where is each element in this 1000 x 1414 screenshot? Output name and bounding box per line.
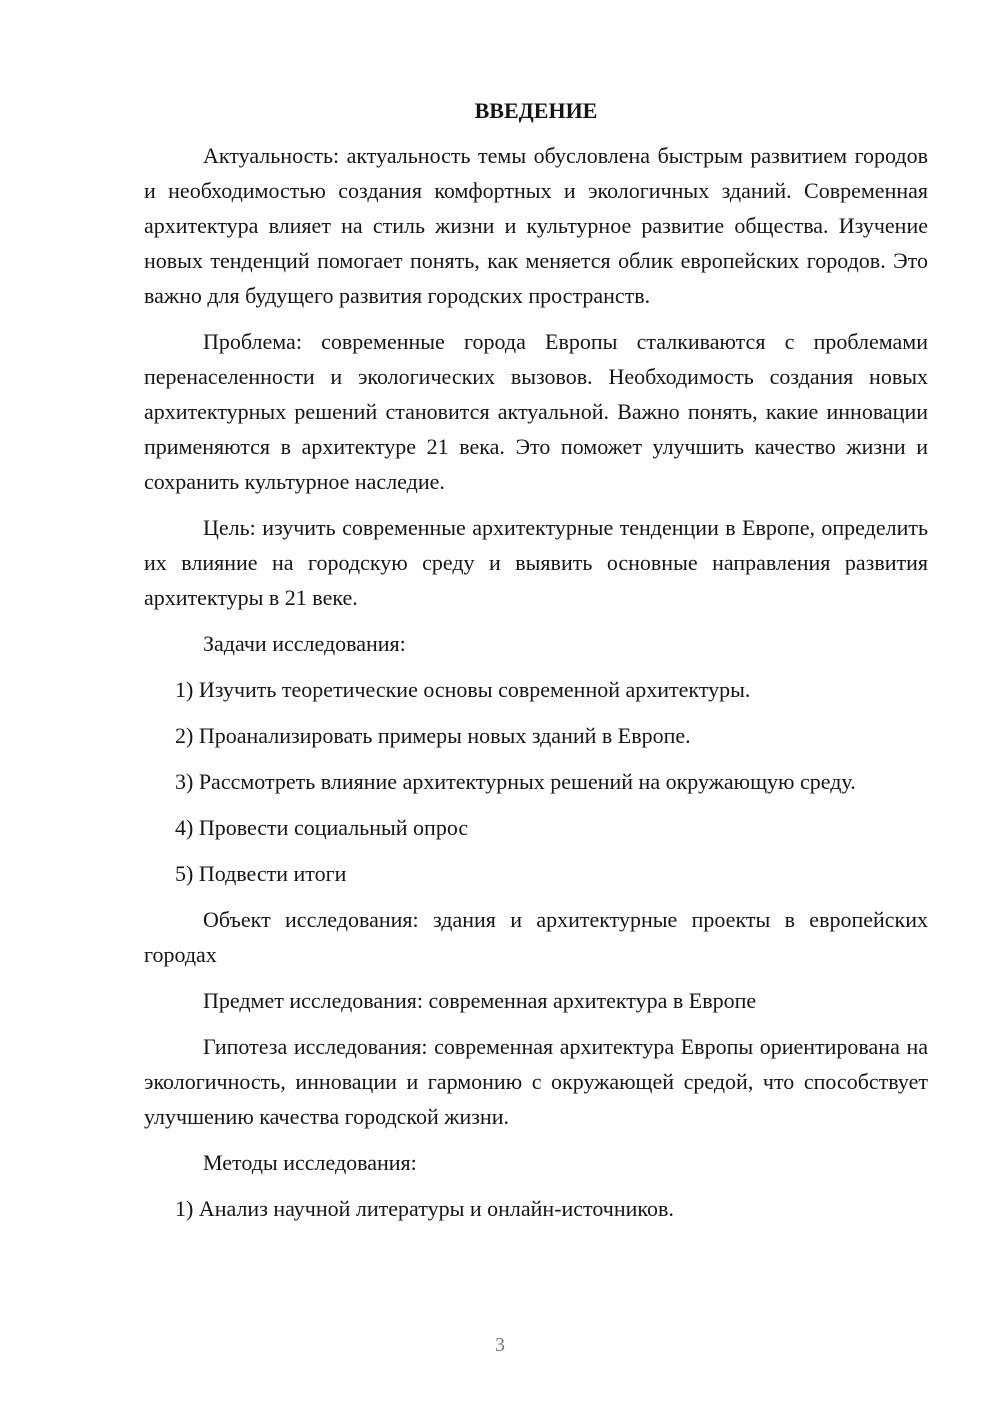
- task-item-2: 2) Проанализировать примеры новых зданий в Европе.: [175, 723, 691, 748]
- task-item-4: 4) Провести социальный опрос: [175, 815, 469, 840]
- task-item-5: 5) Подвести итоги: [175, 861, 347, 886]
- hypothesis-paragraph: Гипотеза исследования: современная архитектура Европы ориентирована на экологичность, инновации и гармонию с окружающей средой, что способствует улучшению качества городской жизни.: [144, 1034, 928, 1129]
- goal-paragraph: Цель: изучить современные архитектурные тенденции в Европе, определить их влияние на городскую среду и выявить основные направления развития архитектуры в 21 веке.: [144, 515, 928, 610]
- task-item-3: 3) Рассмотреть влияние архитектурных решений на окружающую среду.: [175, 769, 856, 794]
- methods-label: Методы исследования:: [203, 1150, 417, 1175]
- method-item-1: 1) Анализ научной литературы и онлайн-источников.: [175, 1196, 674, 1221]
- task-item-1: 1) Изучить теоретические основы современной архитектуры.: [175, 677, 751, 702]
- page-content: [144, 96, 928, 1237]
- subject-paragraph: Предмет исследования: современная архитектура в Европе: [203, 988, 757, 1013]
- tasks-label: Задачи исследования:: [203, 631, 406, 656]
- relevance-paragraph: Актуальность: актуальность темы обусловлена быстрым развитием городов и необходимостью создания комфортных и экологичных зданий. Современная архитектура влияет на стиль жизни и культурное развитие общества. Изучение новых тенденций помогает понять, как меняется облик европейских городов. Это важно для будущего развития городских пространств.: [144, 143, 928, 308]
- problem-paragraph: Проблема: современные города Европы сталкиваются с проблемами перенаселенности и экологических вызовов. Необходимость создания новых архитектурных решений становится актуальной. Важно понять, какие инновации применяются в архитектуре 21 века. Это поможет улучшить качество жизни и сохранить культурное наследие.: [144, 329, 928, 494]
- page-number: 3: [495, 1334, 505, 1356]
- section-heading: ВВЕДЕНИЕ: [474, 98, 598, 123]
- object-paragraph: Объект исследования: здания и архитектурные проекты в европейских городах: [144, 907, 928, 967]
